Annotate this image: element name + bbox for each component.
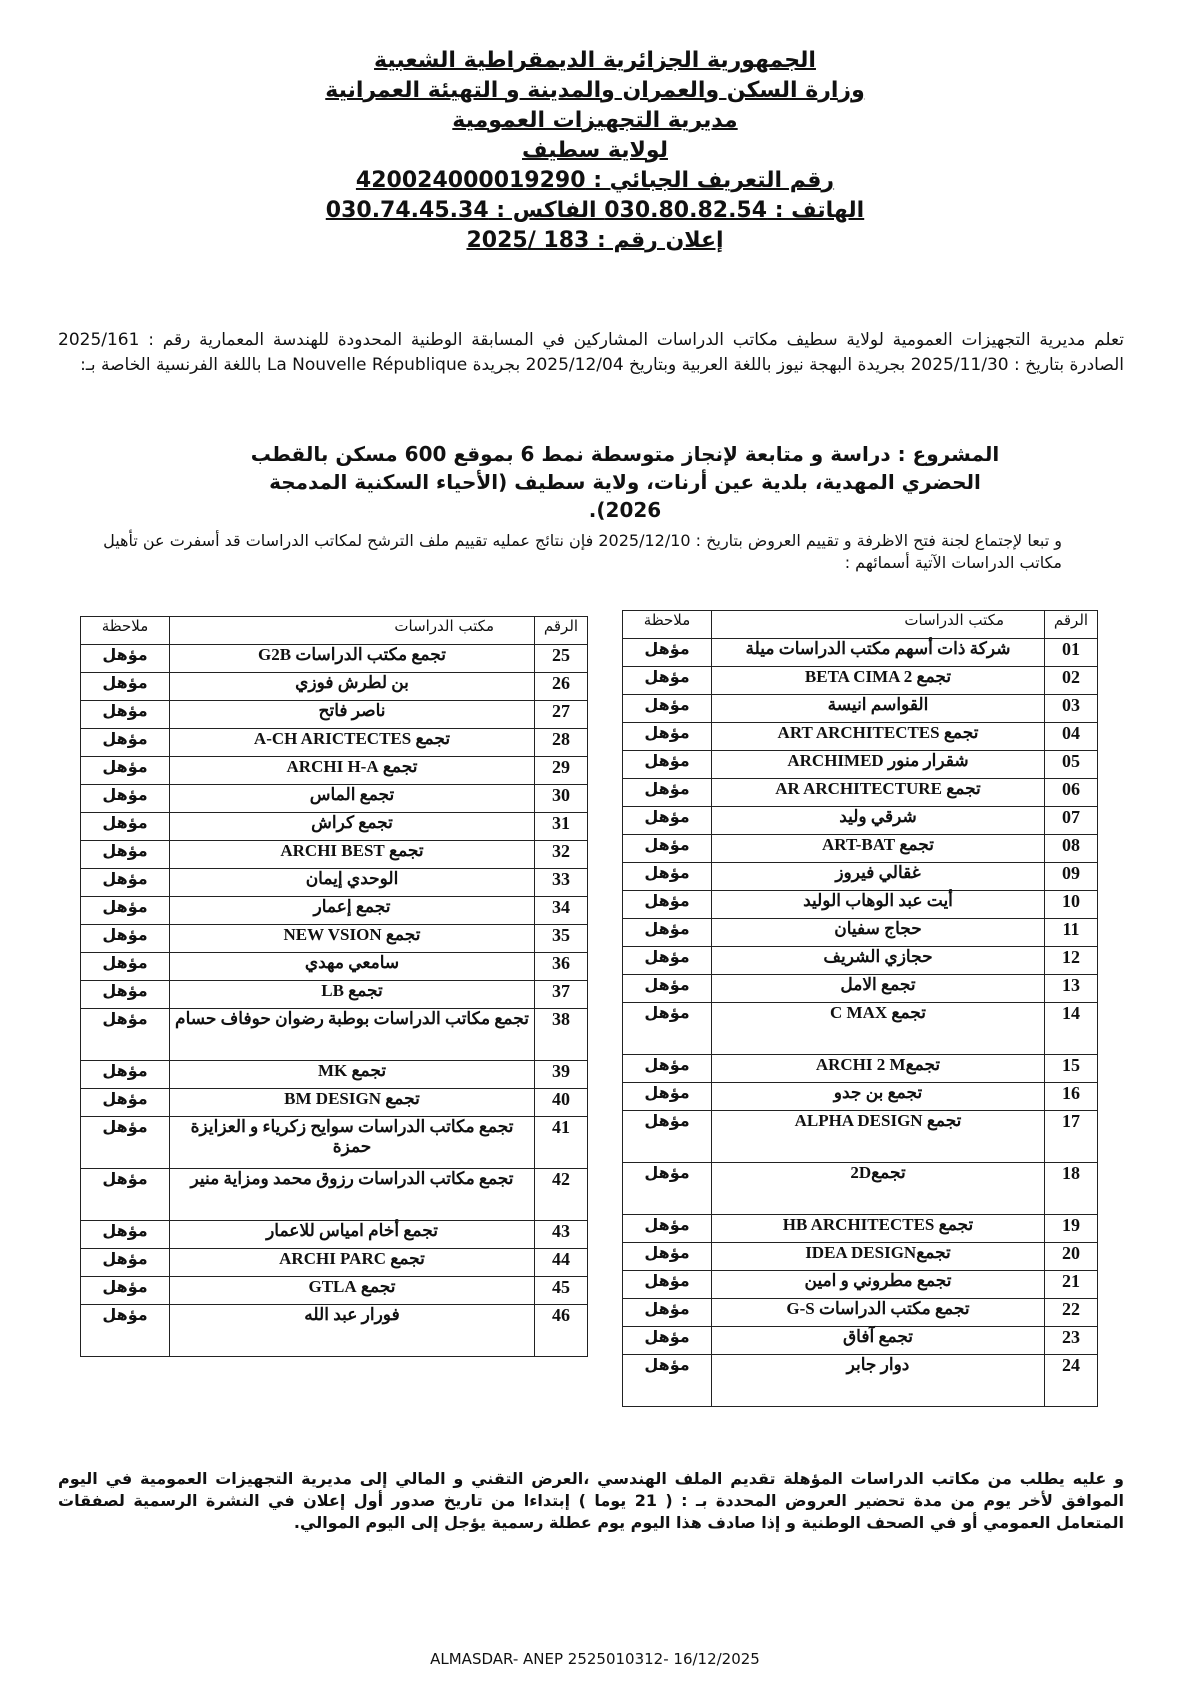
row-number: 11 <box>1045 919 1098 947</box>
office-name: بن لطرش فوزي <box>170 673 535 701</box>
row-number: 40 <box>535 1089 588 1117</box>
office-name: ناصر فاتح <box>170 701 535 729</box>
qualification-note: مؤهل <box>623 975 712 1003</box>
table-row <box>81 1009 588 1061</box>
office-name: تجمع مكاتب الدراسات بوطبة رضوان حوفاف حسام <box>170 1009 535 1061</box>
office-name: تجمع مطروني و امين <box>712 1271 1045 1299</box>
row-number: 05 <box>1045 751 1098 779</box>
table-row <box>623 975 1098 1003</box>
office-name: تجمع الماس <box>170 785 535 813</box>
office-name: سامعي مهدي <box>170 953 535 981</box>
qualification-note: مؤهل <box>623 1083 712 1111</box>
qualification-note: مؤهل <box>81 645 170 673</box>
office-name: فورار عبد الله <box>170 1305 535 1357</box>
qualification-note: مؤهل <box>623 751 712 779</box>
office-name: أيت عبد الوهاب الوليد <box>712 891 1045 919</box>
table-row <box>623 1355 1098 1407</box>
row-number: 26 <box>535 673 588 701</box>
row-number: 33 <box>535 869 588 897</box>
qualification-note: مؤهل <box>623 891 712 919</box>
table-row <box>623 1111 1098 1163</box>
office-name: تجمع AR ARCHITECTURE <box>712 779 1045 807</box>
row-number: 22 <box>1045 1299 1098 1327</box>
row-number: 36 <box>535 953 588 981</box>
office-name: تجمع مكتب الدراسات G2B <box>170 645 535 673</box>
row-number: 43 <box>535 1221 588 1249</box>
publication-footer: ALMASDAR- ANEP 2525010312- 16/12/2025 <box>430 1650 760 1668</box>
row-number: 29 <box>535 757 588 785</box>
office-name: تجمع A-CH ARICTECTES <box>170 729 535 757</box>
qualification-note: مؤهل <box>81 1169 170 1221</box>
tax-id: رقم التعريف الجبائي : 420024000019290 <box>355 168 835 193</box>
qualification-note: مؤهل <box>623 1243 712 1271</box>
col-header-office: مكتب الدراسات <box>712 611 1045 639</box>
col-header-note: ملاحظة <box>623 611 712 639</box>
row-number: 21 <box>1045 1271 1098 1299</box>
qualification-note: مؤهل <box>623 1327 712 1355</box>
row-number: 25 <box>535 645 588 673</box>
qualification-note: مؤهل <box>81 1221 170 1249</box>
row-number: 07 <box>1045 807 1098 835</box>
row-number: 03 <box>1045 695 1098 723</box>
table-row <box>623 1083 1098 1111</box>
republic-title: الجمهورية الجزائرية الديمقراطية الشعبية <box>374 48 816 73</box>
office-name: تجمع ART-BAT <box>712 835 1045 863</box>
office-name: تجمع LB <box>170 981 535 1009</box>
row-number: 02 <box>1045 667 1098 695</box>
row-number: 35 <box>535 925 588 953</box>
wilaya-title: لولاية سطيف <box>522 138 668 163</box>
office-name: تجمع آفاق <box>712 1327 1045 1355</box>
document-header <box>0 46 1190 256</box>
qualified-offices-table-left <box>80 616 588 1357</box>
table-row <box>623 891 1098 919</box>
table-row <box>623 1243 1098 1271</box>
row-number: 04 <box>1045 723 1098 751</box>
row-number: 38 <box>535 1009 588 1061</box>
row-number: 39 <box>535 1061 588 1089</box>
table-row <box>81 729 588 757</box>
table-row <box>623 919 1098 947</box>
row-number: 10 <box>1045 891 1098 919</box>
table-row <box>81 925 588 953</box>
row-number: 23 <box>1045 1327 1098 1355</box>
office-name: تجمعARCHI 2 M <box>712 1055 1045 1083</box>
office-name: شقرار منور ARCHIMED <box>712 751 1045 779</box>
qualification-note: مؤهل <box>81 1117 170 1169</box>
table-row <box>81 897 588 925</box>
notice-number: إعلان رقم : 183 /2025 <box>466 228 724 253</box>
col-header-office: مكتب الدراسات <box>170 617 535 645</box>
qualification-note: مؤهل <box>81 1009 170 1061</box>
qualification-note: مؤهل <box>623 779 712 807</box>
office-name: تجمع BM DESIGN <box>170 1089 535 1117</box>
table-row <box>623 863 1098 891</box>
row-number: 17 <box>1045 1111 1098 1163</box>
office-name: تجمع مكاتب الدراسات سوايح زكرياء و العزايزة حمزة <box>170 1117 535 1169</box>
qualification-note: مؤهل <box>81 757 170 785</box>
qualification-note: مؤهل <box>623 863 712 891</box>
table-row <box>81 981 588 1009</box>
table-row <box>81 813 588 841</box>
table-row <box>623 723 1098 751</box>
table-row <box>81 1061 588 1089</box>
table-row <box>81 1277 588 1305</box>
office-name: تجمع ART ARCHITECTES <box>712 723 1045 751</box>
table-row <box>623 1215 1098 1243</box>
qualification-note: مؤهل <box>623 1215 712 1243</box>
office-name: تجمع ARCHI BEST <box>170 841 535 869</box>
table-row <box>623 779 1098 807</box>
office-name: تجمع مكاتب الدراسات رزوق محمد ومزاية منير <box>170 1169 535 1221</box>
office-name: تجمع MK <box>170 1061 535 1089</box>
qualification-note: مؤهل <box>623 1003 712 1055</box>
table-row <box>81 1249 588 1277</box>
intro-paragraph: تعلم مديرية التجهيزات العمومية لولاية سطيف مكاتب الدراسات المشاركين في المسابقة الوطنية المحدودة للهندسة المعمارية رقم : 2025/161 الصادرة بتاريخ : 2025/11/30 بجريدة البهجة نيوز باللغة العربية وبتاريخ 2025/12/04 بجريدة La Nouvelle République باللغة الفرنسية الخاصة بـ: <box>58 330 1124 375</box>
table-row <box>81 1117 588 1169</box>
office-name: تجمع BETA CIMA 2 <box>712 667 1045 695</box>
table-row <box>81 953 588 981</box>
qualification-note: مؤهل <box>623 1355 712 1407</box>
row-number: 34 <box>535 897 588 925</box>
row-number: 46 <box>535 1305 588 1357</box>
row-number: 08 <box>1045 835 1098 863</box>
table-row <box>81 701 588 729</box>
row-number: 14 <box>1045 1003 1098 1055</box>
results-paragraph: و تبعا لإجتماع لجنة فتح الاظرفة و تقييم العروض بتاريخ : 2025/12/10 فإن نتائج عمليه تقييم ملف الترشح لمكاتب الدراسات قد أسفرت عن تأهيل مكاتب الدراسات الآتية أسمائهم : <box>103 531 1062 572</box>
office-name: تجمع كراش <box>170 813 535 841</box>
table-row <box>81 841 588 869</box>
qualification-note: مؤهل <box>81 1089 170 1117</box>
table-row <box>81 1305 588 1357</box>
row-number: 45 <box>535 1277 588 1305</box>
row-number: 31 <box>535 813 588 841</box>
table-row <box>623 667 1098 695</box>
qualification-note: مؤهل <box>623 1271 712 1299</box>
row-number: 28 <box>535 729 588 757</box>
qualification-note: مؤهل <box>81 1277 170 1305</box>
office-name: تجمع أخام امياس للاعمار <box>170 1221 535 1249</box>
qualification-note: مؤهل <box>81 729 170 757</box>
table-row <box>623 751 1098 779</box>
row-number: 06 <box>1045 779 1098 807</box>
office-name: حجاج سفيان <box>712 919 1045 947</box>
office-name: تجمع ALPHA DESIGN <box>712 1111 1045 1163</box>
table-row <box>81 869 588 897</box>
table-row <box>623 1271 1098 1299</box>
office-name: القواسم انيسة <box>712 695 1045 723</box>
table-row <box>81 785 588 813</box>
table-body-left <box>81 645 588 1357</box>
office-name: شركة ذات أسهم مكتب الدراسات ميلة <box>712 639 1045 667</box>
table-row <box>623 1055 1098 1083</box>
qualification-note: مؤهل <box>81 869 170 897</box>
qualification-note: مؤهل <box>81 953 170 981</box>
table-row <box>623 807 1098 835</box>
table-row <box>623 1163 1098 1215</box>
row-number: 42 <box>535 1169 588 1221</box>
row-number: 37 <box>535 981 588 1009</box>
office-name: شرقي وليد <box>712 807 1045 835</box>
qualification-note: مؤهل <box>623 695 712 723</box>
qualification-note: مؤهل <box>623 1055 712 1083</box>
qualification-note: مؤهل <box>81 813 170 841</box>
row-number: 27 <box>535 701 588 729</box>
office-name: تجمع إعمار <box>170 897 535 925</box>
table-row <box>623 947 1098 975</box>
table-row <box>623 639 1098 667</box>
table-row <box>623 1003 1098 1055</box>
qualification-note: مؤهل <box>623 1111 712 1163</box>
table-body-right <box>623 639 1098 1407</box>
qualification-note: مؤهل <box>623 1163 712 1215</box>
table-row <box>81 757 588 785</box>
office-name: تجمع ARCHI H-A <box>170 757 535 785</box>
col-header-number: الرقم <box>535 617 588 645</box>
qualification-note: مؤهل <box>81 897 170 925</box>
qualification-note: مؤهل <box>81 841 170 869</box>
qualification-note: مؤهل <box>623 723 712 751</box>
qualification-note: مؤهل <box>623 667 712 695</box>
qualification-note: مؤهل <box>81 785 170 813</box>
table-row <box>81 1169 588 1221</box>
row-number: 24 <box>1045 1355 1098 1407</box>
office-name: تجمع الامل <box>712 975 1045 1003</box>
col-header-number: الرقم <box>1045 611 1098 639</box>
table-header-row <box>81 617 588 645</box>
row-number: 16 <box>1045 1083 1098 1111</box>
table-row <box>81 1089 588 1117</box>
row-number: 01 <box>1045 639 1098 667</box>
qualification-note: مؤهل <box>623 639 712 667</box>
office-name: تجمع GTLA <box>170 1277 535 1305</box>
table-row <box>81 645 588 673</box>
ministry-title: وزارة السكن والعمران والمدينة و التهيئة العمرانية <box>325 78 865 103</box>
table-row <box>623 835 1098 863</box>
row-number: 44 <box>535 1249 588 1277</box>
office-name: تجمع مكتب الدراسات G-S <box>712 1299 1045 1327</box>
office-name: تجمع ARCHI PARC <box>170 1249 535 1277</box>
closing-paragraph: و عليه يطلب من مكاتب الدراسات المؤهلة تقديم الملف الهندسي ،العرض التقني و المالي إلى مديرية التجهيزات العمومية في اليوم الموافق لأخر يوم من مدة تحضير العروض المحددة بـ : ( 21 يوما ) إبتداءا من تاريخ صدور أول إعلان في النشرة الرسمية لصفقات المتعامل العمومي أو في الصحف الوطنية و إذا صادف هذا اليوم يوم عطلة رسمية يؤجل إلى اليوم الموالي. <box>58 1469 1124 1532</box>
qualification-note: مؤهل <box>623 1299 712 1327</box>
table-row <box>81 673 588 701</box>
row-number: 15 <box>1045 1055 1098 1083</box>
office-name: الوحدي إيمان <box>170 869 535 897</box>
table-row <box>623 695 1098 723</box>
table-header-row <box>623 611 1098 639</box>
office-name: غقالي فيروز <box>712 863 1045 891</box>
office-name: تجمع HB ARCHITECTES <box>712 1215 1045 1243</box>
qualified-offices-table-right <box>622 610 1098 1407</box>
qualification-note: مؤهل <box>81 925 170 953</box>
table-row <box>623 1299 1098 1327</box>
table-row <box>623 1327 1098 1355</box>
row-number: 19 <box>1045 1215 1098 1243</box>
office-name: حجازي الشريف <box>712 947 1045 975</box>
row-number: 30 <box>535 785 588 813</box>
row-number: 41 <box>535 1117 588 1169</box>
row-number: 09 <box>1045 863 1098 891</box>
project-description: المشروع : دراسة و متابعة لإنجاز متوسطة نمط 6 بموقع 600 مسكن بالقطب الحضري المهدية، بلدية عين أرنات، ولاية سطيف (الأحياء السكنية المدمجة 2026). <box>250 442 1000 522</box>
qualification-note: مؤهل <box>81 1249 170 1277</box>
qualification-note: مؤهل <box>81 981 170 1009</box>
row-number: 12 <box>1045 947 1098 975</box>
qualification-note: مؤهل <box>81 1061 170 1089</box>
qualification-note: مؤهل <box>81 1305 170 1357</box>
qualification-note: مؤهل <box>623 835 712 863</box>
qualification-note: مؤهل <box>623 807 712 835</box>
qualification-note: مؤهل <box>623 919 712 947</box>
office-name: تجمع بن جدو <box>712 1083 1045 1111</box>
office-name: تجمع NEW VSION <box>170 925 535 953</box>
qualification-note: مؤهل <box>623 947 712 975</box>
table-row <box>81 1221 588 1249</box>
office-name: تجمعIDEA DESIGN <box>712 1243 1045 1271</box>
row-number: 18 <box>1045 1163 1098 1215</box>
directorate-title: مديرية التجهيزات العمومية <box>452 108 738 133</box>
qualification-note: مؤهل <box>81 673 170 701</box>
phone-fax: الهاتف : 030.80.82.54 الفاكس : 030.74.45.34 <box>325 198 865 223</box>
office-name: تجمع C MAX <box>712 1003 1045 1055</box>
col-header-note: ملاحظة <box>81 617 170 645</box>
row-number: 20 <box>1045 1243 1098 1271</box>
qualification-note: مؤهل <box>81 701 170 729</box>
row-number: 13 <box>1045 975 1098 1003</box>
row-number: 32 <box>535 841 588 869</box>
office-name: دوار جابر <box>712 1355 1045 1407</box>
office-name: تجمع2D <box>712 1163 1045 1215</box>
